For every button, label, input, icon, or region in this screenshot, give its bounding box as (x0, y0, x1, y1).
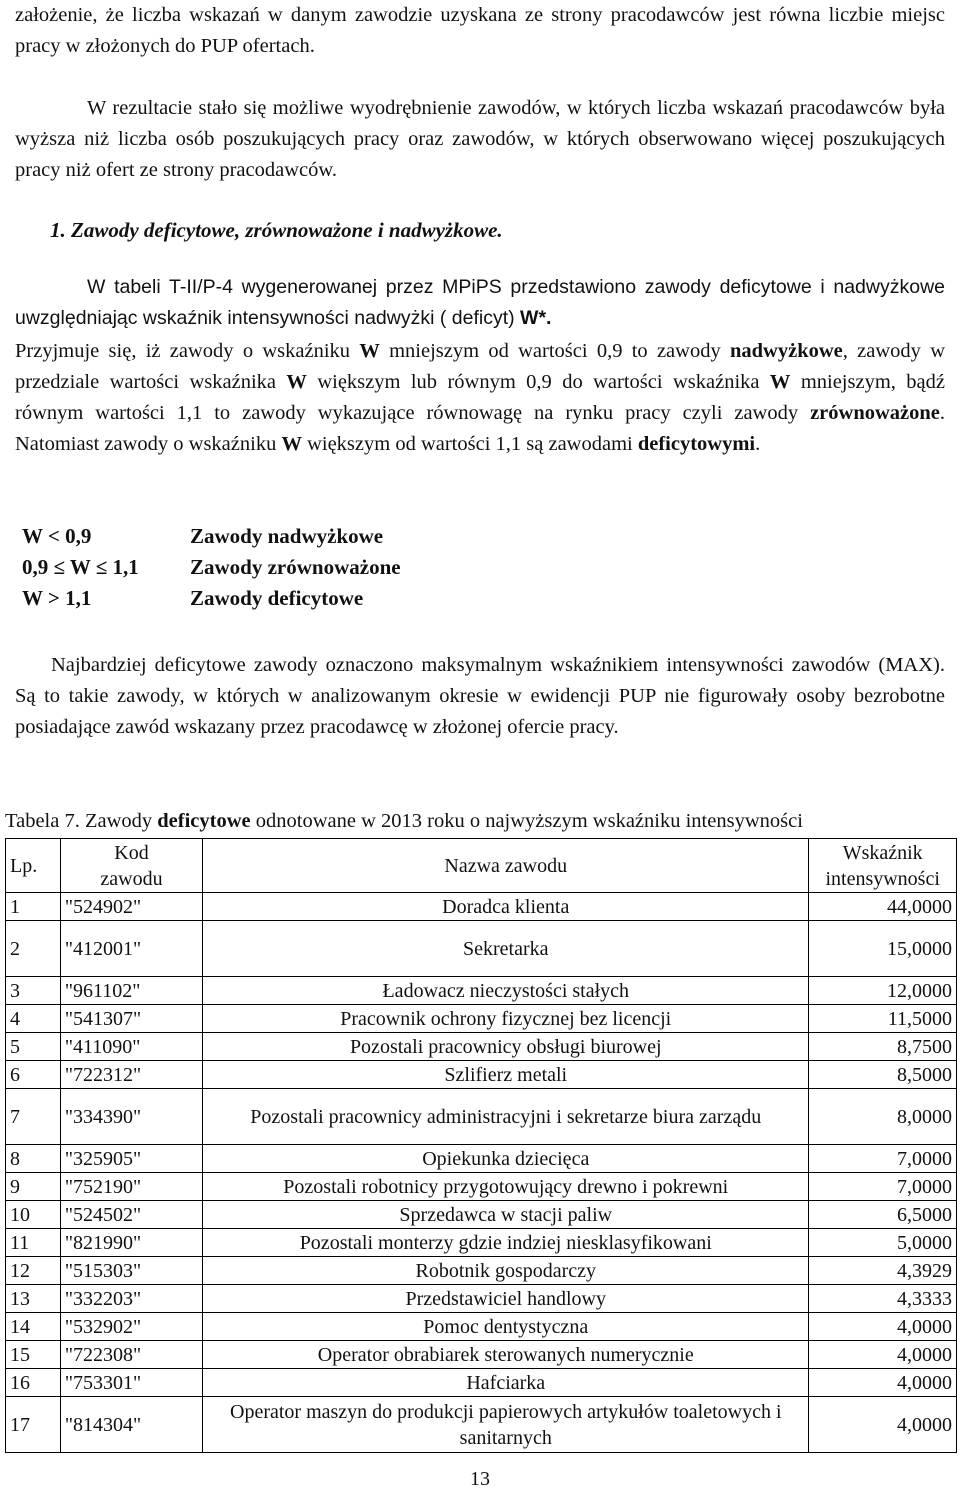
cell-occupation-code: "814304" (60, 1397, 202, 1453)
legend-condition: W > 1,1 (22, 586, 92, 610)
paragraph-max-indicator: Najbardziej deficytowe zawody oznaczono maksymalnym wskaźnikiem intensywności zawodów (MAX). Są to takie zawody, w których w analizowanym okresie w ewidencji PUP nie figurowały osoby bezrobotne posiadające zawód wskazany przez pracodawcę w złożonej ofercie pracy. (15, 654, 945, 738)
cell-occupation-name: Opiekunka dziecięca (203, 1145, 809, 1173)
table-row (6, 1229, 957, 1257)
table-row (6, 1369, 957, 1397)
cell-indicator-value: 4,3929 (809, 1257, 957, 1285)
text-segment: . Natomiast zawody o wskaźniku (15, 402, 945, 455)
cell-occupation-code: "722308" (60, 1341, 202, 1369)
cell-indicator-value: 11,5000 (809, 1005, 957, 1033)
cell-lp: 6 (6, 1061, 61, 1089)
cell-occupation-code: "515303" (60, 1257, 202, 1285)
cell-occupation-code: "524502" (60, 1201, 202, 1229)
caption-bold: deficytowe (157, 810, 251, 832)
bold-segment: W*. (520, 307, 552, 329)
bold-segment: W (281, 433, 302, 455)
bold-segment: W (769, 371, 791, 393)
cell-lp: 2 (6, 921, 61, 977)
table-row (6, 1313, 957, 1341)
table-row (6, 893, 957, 921)
legend-condition: 0,9 ≤ W ≤ 1,1 (22, 555, 139, 579)
header-indicator-line1: Wskaźnik (842, 841, 923, 864)
text-segment: mniejszym od wartości 0,9 to zawody (379, 340, 730, 362)
cell-lp: 9 (6, 1173, 61, 1201)
cell-occupation-code: "325905" (60, 1145, 202, 1173)
cell-occupation-code: "532902" (60, 1313, 202, 1341)
bold-segment: nadwyżkowe (730, 340, 843, 362)
cell-occupation-name: Pozostali monterzy gdzie indziej niesklasyfikowani (203, 1229, 809, 1257)
cell-occupation-code: "541307" (60, 1005, 202, 1033)
cell-occupation-name: Doradca klienta (203, 893, 809, 921)
text-segment: . (755, 433, 761, 455)
table-row (6, 1061, 957, 1089)
cell-occupation-code: "752190" (60, 1173, 202, 1201)
cell-lp: 13 (6, 1285, 61, 1313)
cell-lp: 8 (6, 1145, 61, 1173)
header-kod (60, 839, 202, 893)
bold-segment: deficytowymi (637, 433, 756, 455)
cell-occupation-code: "961102" (60, 977, 202, 1005)
text-segment: Przyjmuje się, iż zawody o wskaźniku (15, 340, 360, 362)
cell-indicator-value: 4,0000 (809, 1341, 957, 1369)
cell-indicator-value: 4,0000 (809, 1313, 957, 1341)
cell-indicator-value: 8,5000 (809, 1061, 957, 1089)
table-row (6, 977, 957, 1005)
cell-occupation-name: Robotnik gospodarczy (203, 1257, 809, 1285)
cell-indicator-value: 15,0000 (809, 921, 957, 977)
text-segment: , zawody w przedziale wartości wskaźnika (15, 340, 946, 393)
cell-indicator-value: 4,0000 (809, 1397, 957, 1453)
cell-lp: 7 (6, 1089, 61, 1145)
cell-indicator-value: 8,0000 (809, 1089, 957, 1145)
text-segment: większym lub równym 0,9 do wartości wskaźnika (306, 371, 770, 393)
cell-occupation-code: "332203" (60, 1285, 202, 1313)
table-row (6, 1201, 957, 1229)
header-indicator-line2: intensywności (825, 867, 940, 890)
header-kod-line2: zawodu (100, 867, 163, 890)
cell-occupation-code: "821990" (60, 1229, 202, 1257)
cell-indicator-value: 4,3333 (809, 1285, 957, 1313)
caption-prefix: Tabela 7. Zawody (5, 810, 158, 832)
cell-lp: 12 (6, 1257, 61, 1285)
table-header-row (6, 839, 957, 893)
legend-condition: W < 0,9 (22, 524, 92, 548)
cell-lp: 4 (6, 1005, 61, 1033)
cell-occupation-name: Szlifierz metali (203, 1061, 809, 1089)
header-indicator (809, 839, 957, 893)
cell-occupation-name: Pomoc dentystyczna (203, 1313, 809, 1341)
bold-segment: W (286, 371, 307, 393)
caption-suffix: odnotowane w 2013 roku o najwyższym wskaźniku intensywności (250, 810, 803, 832)
paragraph-intro: założenie, że liczba wskazań w danym zawodzie uzyskana ze strony pracodawców jest równa liczbie miejsc pracy w złożonych do PUP ofertach. (15, 4, 945, 57)
cell-lp: 3 (6, 977, 61, 1005)
paragraph-result: W rezultacie stało się możliwe wyodrębnienie zawodów, w których liczba wskazań pracodawców była wyższa niż liczba osób poszukujących pracy oraz zawodów, w których obserwowano więcej poszukujących pracy niż ofert ze strony pracodawców. (15, 97, 945, 181)
section-heading: 1. Zawody deficytowe, zrównoważone i nadwyżkowe. (50, 218, 503, 242)
cell-occupation-code: "411090" (60, 1033, 202, 1061)
cell-indicator-value: 6,5000 (809, 1201, 957, 1229)
text-segment: większym od wartości 1,1 są zawodami (301, 433, 638, 455)
paragraph-definition (15, 336, 945, 460)
table-row (6, 1397, 957, 1453)
table-row (6, 1005, 957, 1033)
cell-indicator-value: 7,0000 (809, 1173, 957, 1201)
cell-indicator-value: 12,0000 (809, 977, 957, 1005)
cell-occupation-name: Pozostali pracownicy obsługi biurowej (203, 1033, 809, 1061)
page-number: 13 (470, 1468, 490, 1490)
table-row (6, 1341, 957, 1369)
table-body (6, 893, 957, 1453)
cell-occupation-name: Przedstawiciel handlowy (203, 1285, 809, 1313)
cell-occupation-name: Sekretarka (203, 921, 809, 977)
table-caption (5, 810, 803, 833)
legend-label: Zawody nadwyżkowe (190, 524, 384, 548)
cell-lp: 1 (6, 893, 61, 921)
cell-lp: 17 (6, 1397, 61, 1453)
legend-label: Zawody deficytowe (190, 586, 364, 610)
cell-occupation-name: Hafciarka (203, 1369, 809, 1397)
text-segment: W tabeli T-II/P-4 wygenerowanej przez MPiPS przedstawiono zawody deficytowe i nadwyżkowe uwzględniając wskaźnik intensywności nadwyżki ( deficyt) (15, 276, 945, 329)
header-name: Nazwa zawodu (203, 839, 809, 893)
cell-indicator-value: 8,7500 (809, 1033, 957, 1061)
cell-occupation-code: "722312" (60, 1061, 202, 1089)
cell-lp: 15 (6, 1341, 61, 1369)
cell-lp: 11 (6, 1229, 61, 1257)
table-row (6, 921, 957, 977)
cell-occupation-name: Ładowacz nieczystości stałych (203, 977, 809, 1005)
cell-occupation-name: Pracownik ochrony fizycznej bez licencji (203, 1005, 809, 1033)
cell-occupation-name: Pozostali robotnicy przygotowujący drewno i pokrewni (203, 1173, 809, 1201)
header-kod-line1: Kod (114, 841, 149, 864)
deficit-occupations-table (5, 838, 957, 1453)
cell-occupation-code: "412001" (60, 921, 202, 977)
bold-segment: zrównoważone (810, 402, 940, 424)
cell-indicator-value: 5,0000 (809, 1229, 957, 1257)
cell-occupation-name: Sprzedawca w stacji paliw (203, 1201, 809, 1229)
table-row (6, 1145, 957, 1173)
cell-occupation-code: "334390" (60, 1089, 202, 1145)
cell-occupation-name: Operator obrabiarek sterowanych numerycznie (203, 1341, 809, 1369)
cell-occupation-name: Operator maszyn do produkcji papierowych artykułów toaletowych i sanitarnych (203, 1397, 809, 1453)
cell-lp: 5 (6, 1033, 61, 1061)
table-row (6, 1089, 957, 1145)
legend-label: Zawody zrównoważone (190, 555, 401, 579)
cell-occupation-code: "753301" (60, 1369, 202, 1397)
table-row (6, 1033, 957, 1061)
cell-occupation-name: Pozostali pracownicy administracyjni i sekretarze biura zarządu (203, 1089, 809, 1145)
cell-indicator-value: 4,0000 (809, 1369, 957, 1397)
bold-segment: W (359, 340, 380, 362)
cell-occupation-code: "524902" (60, 893, 202, 921)
text-segment: mniejszym, bądź równym wartości 1,1 to zawody wykazujące równowagę na rynku pracy czyli zawody (15, 371, 945, 424)
table-row (6, 1173, 957, 1201)
cell-lp: 14 (6, 1313, 61, 1341)
cell-indicator-value: 7,0000 (809, 1145, 957, 1173)
cell-lp: 16 (6, 1369, 61, 1397)
header-lp: Lp. (6, 839, 61, 893)
table-row (6, 1285, 957, 1313)
paragraph-table-reference (15, 272, 945, 334)
table-row (6, 1257, 957, 1285)
cell-indicator-value: 44,0000 (809, 893, 957, 921)
cell-lp: 10 (6, 1201, 61, 1229)
